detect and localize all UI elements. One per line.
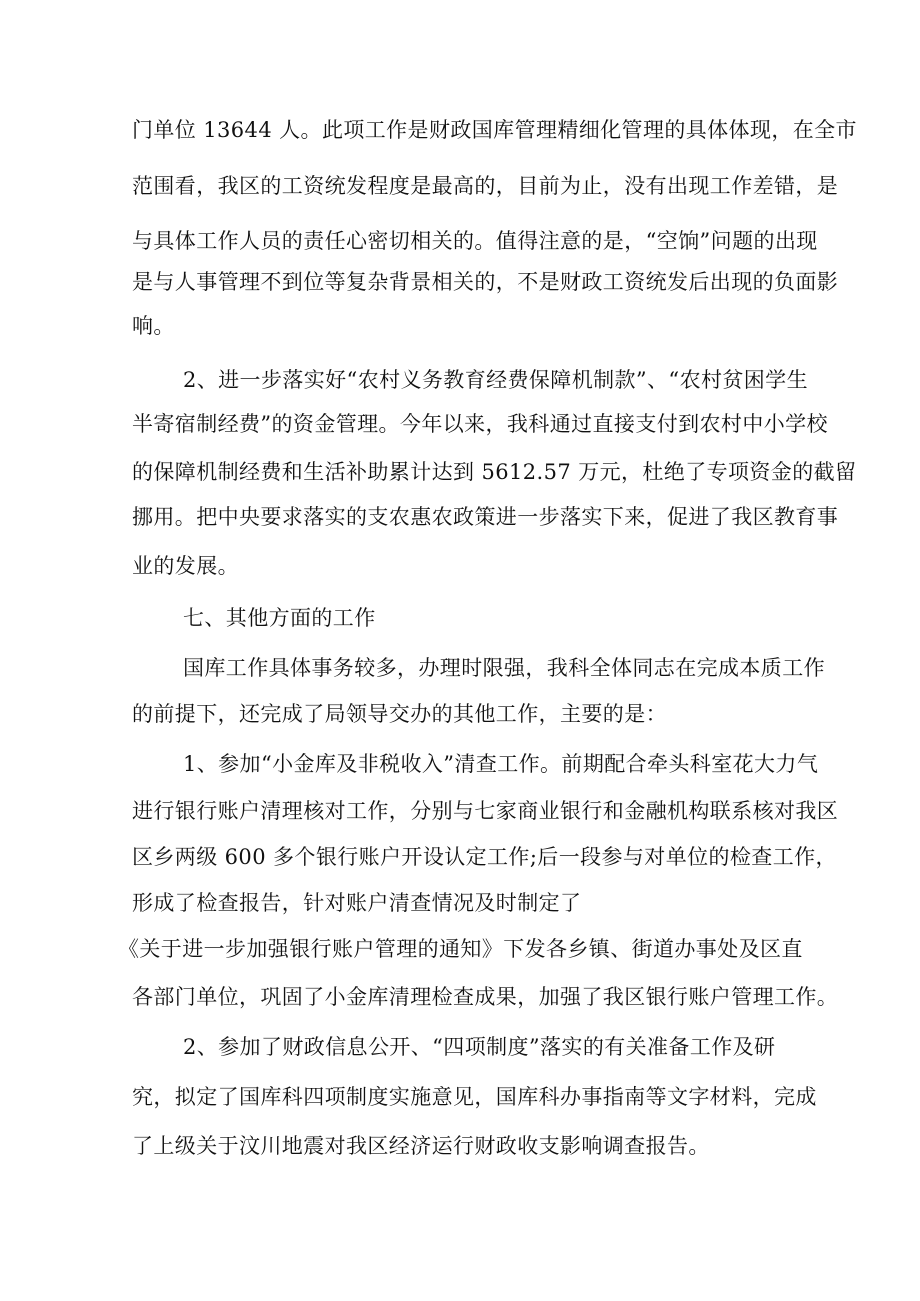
text-line: 范围看，我区的工资统发程度是最高的，目前为止，没有出现工作差错，是 <box>132 174 839 198</box>
text-line: 2、进一步落实好“农村义务教育经费保障机制款”、“农村贫困学生 <box>183 368 808 392</box>
text-line: 业的发展。 <box>132 554 239 578</box>
text-line: 究，拟定了国库科四项制度实施意见，国库科办事指南等文字材料，完成 <box>132 1085 817 1109</box>
text-line: 挪用。把中央要求落实的支农惠农政策进一步落实下来，促进了我区教育事 <box>132 505 839 529</box>
text-line: 响。 <box>132 314 175 338</box>
text-line: 与具体工作人员的责任心密切相关的。值得注意的是，“空饷”问题的出现 <box>132 229 818 253</box>
text-line: 的前提下，还完成了局领导交办的其他工作，主要的是： <box>132 702 667 726</box>
text-line: 2、参加了财政信息公开、“四项制度”落实的有关准备工作及研 <box>183 1035 776 1059</box>
section-heading: 七、其他方面的工作 <box>183 606 376 630</box>
text-line: 形成了检查报告，针对账户清查情况及时制定了 <box>132 891 582 915</box>
text-line: 了上级关于汶川地震对我区经济运行财政收支影响调查报告。 <box>132 1134 710 1158</box>
text-line: 半寄宿制经费”的资金管理。今年以来，我科通过直接支付到农村中小学校 <box>132 412 828 436</box>
text-line: 门单位 13644 人。此项工作是财政国库管理精细化管理的具体体现，在全市 <box>132 118 857 142</box>
text-line: 各部门单位，巩固了小金库清理检查成果，加强了我区银行账户管理工作。 <box>132 985 839 1009</box>
text-line: 进行银行账户清理核对工作，分别与七家商业银行和金融机构联系核对我区 <box>132 799 839 823</box>
text-line: 国库工作具体事务较多，办理时限强，我科全体同志在完成本质工作 <box>183 656 825 680</box>
text-line: 是与人事管理不到位等复杂背景相关的，不是财政工资统发后出现的负面影 <box>132 270 839 294</box>
text-line: 区乡两级 600 多个银行账户开设认定工作;后一段参与对单位的检查工作， <box>132 845 837 869</box>
text-line: 1、参加“小金库及非税收入”清查工作。前期配合牵头科室花大力气 <box>183 752 819 776</box>
text-line: 的保障机制经费和生活补助累计达到 5612.57 万元，杜绝了专项资金的截留 <box>132 460 857 484</box>
text-line: 《关于进一步加强银行账户管理的通知》下发各乡镇、街道办事处及区直 <box>118 937 803 961</box>
